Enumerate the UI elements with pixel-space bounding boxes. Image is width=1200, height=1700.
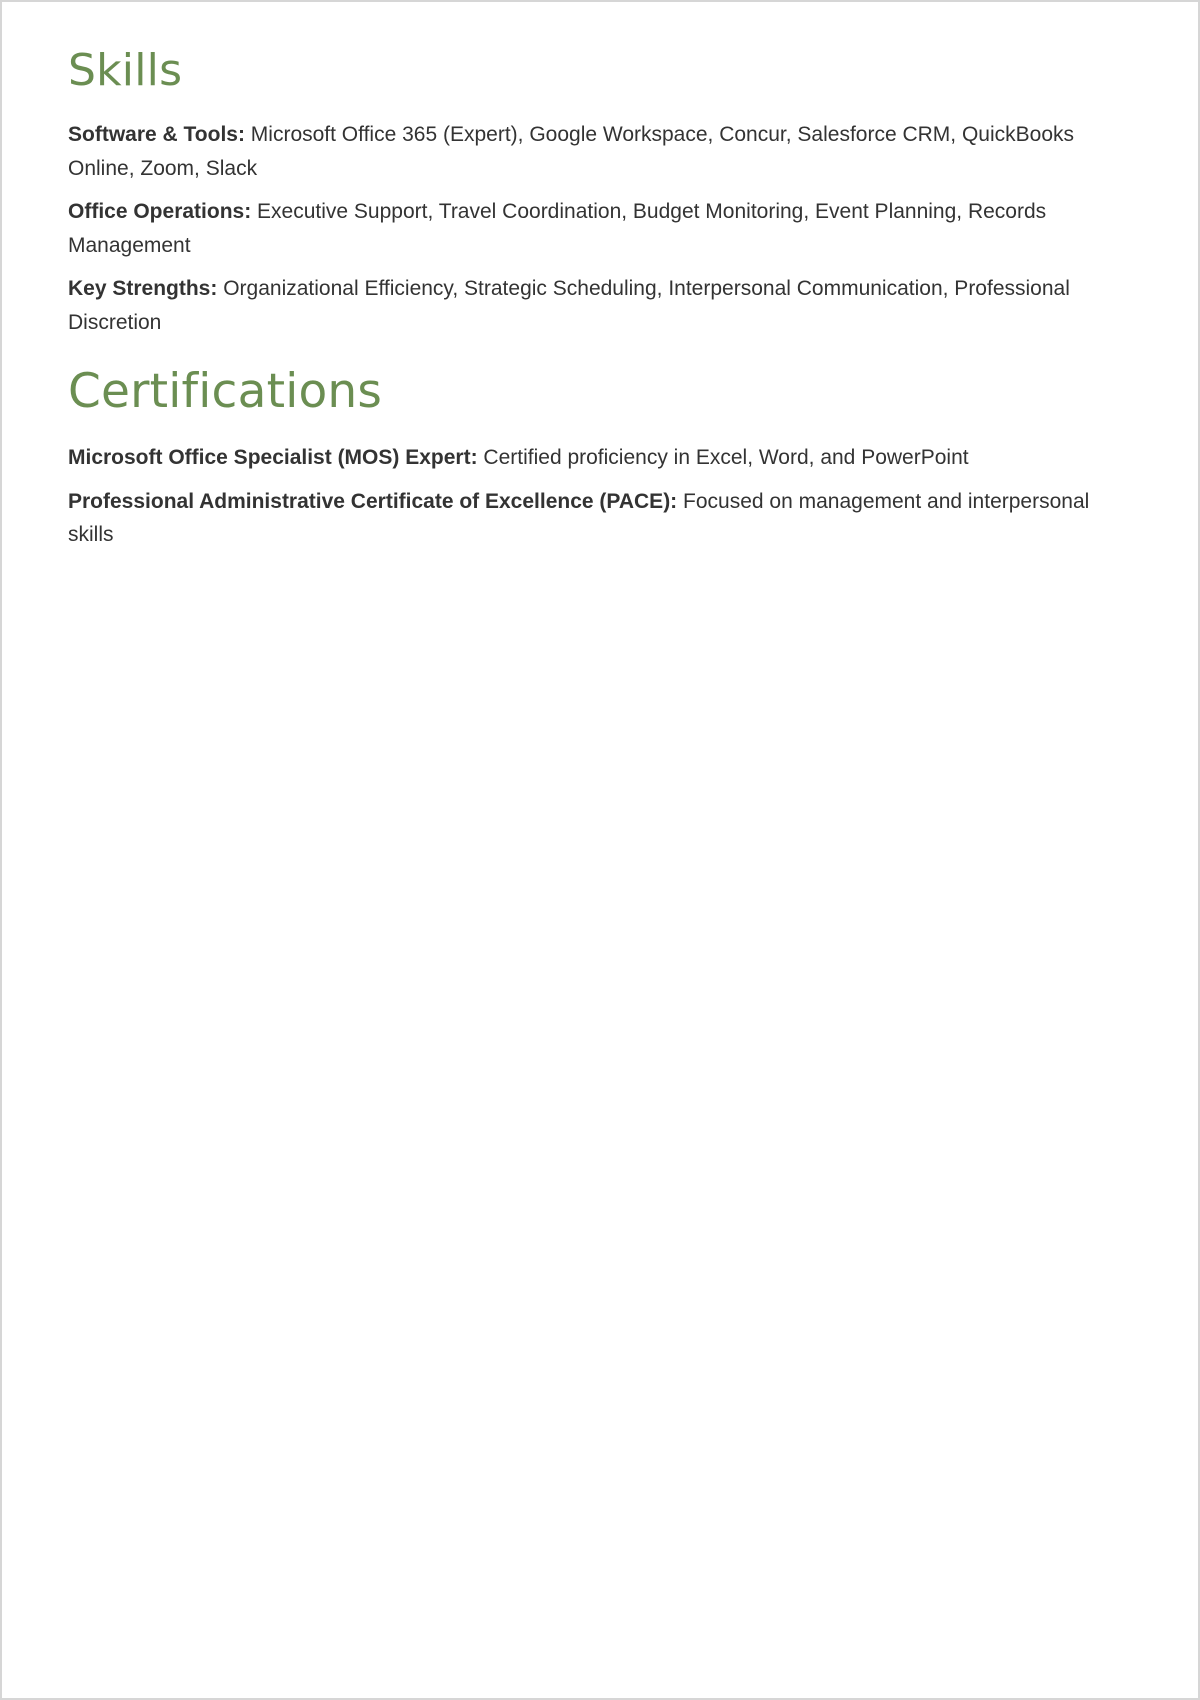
skill-text: Organizational Efficiency, Strategic Scheduling, Interpersonal Communication, Professional Discretion [68, 277, 1070, 334]
certification-text: Certified proficiency in Excel, Word, and PowerPoint [483, 446, 969, 469]
skill-entry-software-tools [68, 118, 1132, 185]
skills-section [68, 38, 1132, 339]
skill-label: Key Strengths: [68, 277, 218, 300]
certification-label: Professional Administrative Certificate of Excellence (PACE): [68, 489, 678, 513]
certification-label: Microsoft Office Specialist (MOS) Expert: [68, 446, 478, 469]
certification-entry-mos [68, 441, 1132, 475]
skill-entry-key-strengths [68, 272, 1132, 339]
certifications-heading: Certifications [68, 364, 383, 419]
certification-text: Focused on management and interpersonal skills [68, 489, 1090, 546]
skills-heading: Skills [68, 45, 183, 96]
skill-text: Executive Support, Travel Coordination, Budget Monitoring, Event Planning, Records Management [68, 200, 1047, 257]
skill-label: Software & Tools: [68, 123, 245, 146]
certifications-section [68, 357, 1132, 552]
certification-entry-pace [68, 485, 1132, 552]
skill-label: Office Operations: [68, 200, 252, 223]
skill-text: Microsoft Office 365 (Expert), Google Workspace, Concur, Salesforce CRM, QuickBooks Online, Zoom, Slack [68, 123, 1075, 180]
skill-entry-office-operations [68, 195, 1132, 262]
